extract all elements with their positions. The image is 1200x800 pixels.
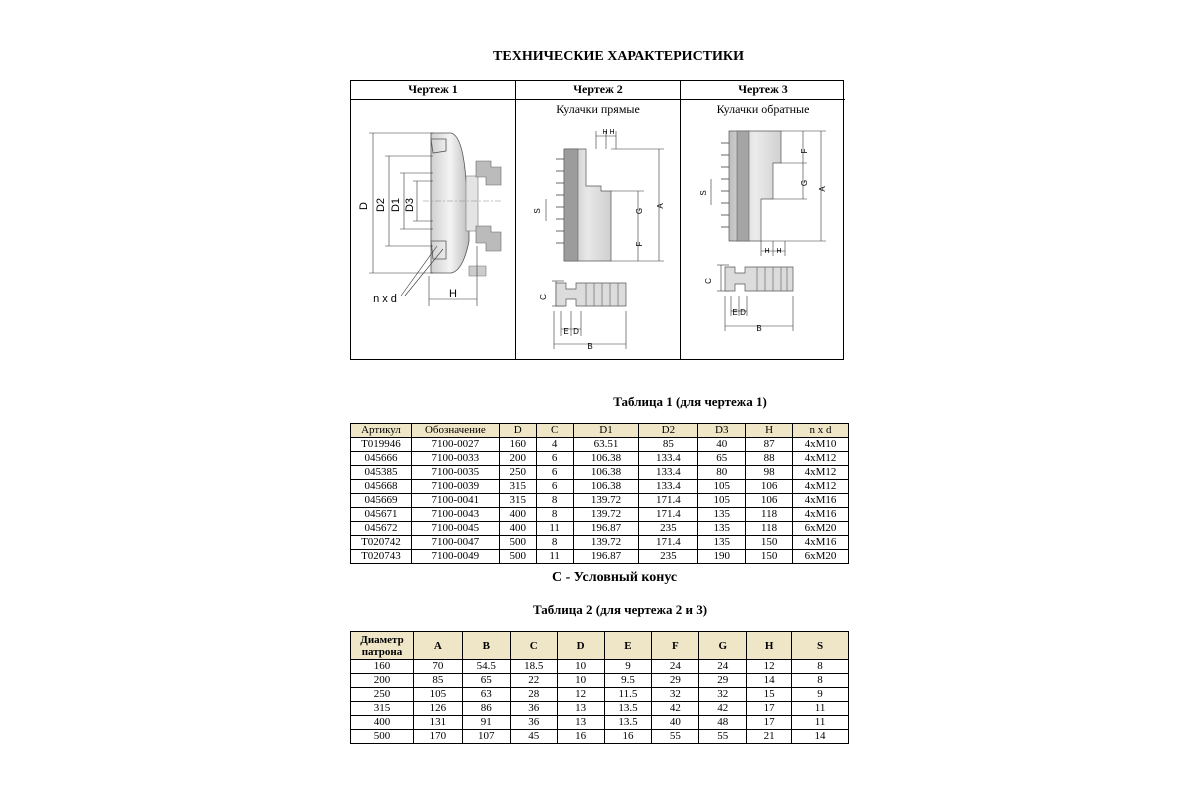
drawing-3-label-H2: H (776, 248, 782, 255)
table2-header-cell: Диаметр патрона (351, 632, 414, 660)
table-cell: 14 (792, 730, 849, 744)
table-cell: 36 (510, 716, 557, 730)
table2-header-cell: D (557, 632, 604, 660)
drawing-1-header: Чертеж 1 (351, 81, 515, 100)
table1-header-cell: C (536, 424, 573, 438)
table-cell: 4xM16 (793, 536, 849, 550)
table-cell: 24 (652, 660, 699, 674)
table-cell: 55 (652, 730, 699, 744)
table-cell: T020743 (351, 550, 412, 564)
drawing-2-label-C: C (539, 294, 548, 300)
table-cell: 63.51 (573, 438, 639, 452)
drawing-2-label-B: B (587, 342, 593, 351)
table-cell: 4xM16 (793, 494, 849, 508)
table-row (351, 702, 849, 716)
table-cell: 13 (557, 702, 604, 716)
table1-header-cell: Обозначение (411, 424, 499, 438)
drawing-3-subtitle: Кулачки обратные (716, 102, 810, 116)
table-cell: 133.4 (639, 466, 698, 480)
table-cell: 160 (351, 660, 414, 674)
table-cell: 80 (698, 466, 746, 480)
table-row (351, 536, 849, 550)
table-cell: 133.4 (639, 480, 698, 494)
drawing-2-label-S: S (533, 208, 542, 214)
table-row (351, 494, 849, 508)
table2-header-cell: S (792, 632, 849, 660)
table-cell: 135 (698, 522, 746, 536)
table-cell: 045666 (351, 452, 412, 466)
table-cell: 6xM20 (793, 522, 849, 536)
table-cell: 150 (746, 550, 793, 564)
table-cell: 045669 (351, 494, 412, 508)
table-cell: 139.72 (573, 508, 639, 522)
drawing-1-label-D3: D3 (404, 197, 416, 213)
table-cell: 42 (652, 702, 699, 716)
drawing-3-label-B: B (756, 324, 762, 333)
table-cell: 8 (792, 660, 849, 674)
drawing-3 (681, 81, 845, 359)
table-cell: 11 (536, 522, 573, 536)
table-cell: 4xM16 (793, 508, 849, 522)
table-2 (350, 631, 849, 744)
table-cell: 13.5 (604, 702, 652, 716)
drawing-1 (351, 81, 516, 359)
table-cell: 10 (557, 660, 604, 674)
table2-header-cell: E (604, 632, 652, 660)
table-cell: 70 (413, 660, 462, 674)
table-cell: 17 (747, 702, 792, 716)
drawing-2-subtitle: Кулачки прямые (556, 102, 640, 116)
table-cell: 8 (536, 536, 573, 550)
table-1 (350, 423, 849, 564)
drawing-1-label-D: D (358, 202, 370, 210)
drawing-3-svg (681, 81, 845, 361)
table-cell: 500 (499, 536, 536, 550)
table-cell: 7100-0039 (411, 480, 499, 494)
table-cell: 6xM20 (793, 550, 849, 564)
table-cell: 235 (639, 550, 698, 564)
table-cell: 106 (746, 480, 793, 494)
table2-header-cell: G (699, 632, 747, 660)
table-cell: 500 (499, 550, 536, 564)
table-cell: 87 (746, 438, 793, 452)
drawings-frame (350, 80, 844, 360)
table-cell: 045671 (351, 508, 412, 522)
table-cell: 105 (698, 480, 746, 494)
drawing-2-label-H2: H (609, 129, 615, 136)
table-cell: 315 (351, 702, 414, 716)
table-cell: 6 (536, 452, 573, 466)
drawing-1-svg (351, 81, 516, 361)
table-cell: 106.38 (573, 452, 639, 466)
drawing-2-header: Чертеж 2 (516, 81, 680, 100)
table-cell: 14 (747, 674, 792, 688)
table-cell: 48 (699, 716, 747, 730)
drawing-3-label-H1: H (764, 248, 770, 255)
drawing-1-label-D1: D1 (390, 197, 402, 213)
table-cell: 29 (699, 674, 747, 688)
table-1-caption: Таблица 1 (для чертежа 1) (613, 394, 767, 409)
table-cell: 105 (413, 688, 462, 702)
drawing-2-label-E: E (563, 327, 569, 336)
table-cell: 107 (462, 730, 510, 744)
table-row (351, 688, 849, 702)
table-cell: 28 (510, 688, 557, 702)
table2-header-cell: C (510, 632, 557, 660)
table-cell: 106.38 (573, 480, 639, 494)
table-cell: 36 (510, 702, 557, 716)
table-cell: 8 (792, 674, 849, 688)
table1-header-cell: D (499, 424, 536, 438)
cone-note: C - Условный конус (552, 570, 678, 585)
table-cell: 85 (639, 438, 698, 452)
table-cell: 315 (499, 480, 536, 494)
table-cell: 85 (413, 674, 462, 688)
table-cell: 400 (499, 508, 536, 522)
table-cell: 196.87 (573, 550, 639, 564)
drawing-1-label-D2: D2 (375, 197, 387, 213)
table2-header-cell: H (747, 632, 792, 660)
table-cell: 16 (557, 730, 604, 744)
table-cell: 315 (499, 494, 536, 508)
table-cell: 7100-0049 (411, 550, 499, 564)
drawing-3-label-E: E (732, 308, 738, 317)
drawing-1-label-H: H (449, 288, 457, 300)
table-cell: 126 (413, 702, 462, 716)
table-cell: 88 (746, 452, 793, 466)
table-row (351, 730, 849, 744)
table-cell: 7100-0045 (411, 522, 499, 536)
table-cell: T019946 (351, 438, 412, 452)
drawing-1-label-nxd: n x d (373, 293, 397, 305)
table-cell: 105 (698, 494, 746, 508)
drawing-2-label-F: F (635, 241, 644, 247)
table-cell: 40 (652, 716, 699, 730)
table-cell: 32 (699, 688, 747, 702)
table2-header-cell: F (652, 632, 699, 660)
table-cell: 196.87 (573, 522, 639, 536)
table-cell: 250 (499, 466, 536, 480)
table-cell: 131 (413, 716, 462, 730)
table2-header-cell: B (462, 632, 510, 660)
table-cell: 29 (652, 674, 699, 688)
table-row (351, 480, 849, 494)
table-cell: 45 (510, 730, 557, 744)
table-cell: 170 (413, 730, 462, 744)
table-cell: 21 (747, 730, 792, 744)
table-cell: 250 (351, 688, 414, 702)
table-cell: 4xM12 (793, 466, 849, 480)
table1-header-cell: Артикул (351, 424, 412, 438)
table-cell: 11 (792, 716, 849, 730)
table-cell: 9 (792, 688, 849, 702)
drawing-3-label-A: A (818, 186, 827, 192)
table2-header-cell: A (413, 632, 462, 660)
table-cell: 4 (536, 438, 573, 452)
drawing-2-label-D: D (573, 327, 579, 336)
table-cell: 045385 (351, 466, 412, 480)
drawing-3-header: Чертеж 3 (681, 81, 845, 100)
table-cell: 6 (536, 466, 573, 480)
table-cell: 135 (698, 536, 746, 550)
table-cell: 86 (462, 702, 510, 716)
table-cell: 200 (351, 674, 414, 688)
table-cell: 045668 (351, 480, 412, 494)
table-cell: 63 (462, 688, 510, 702)
drawing-2 (516, 81, 681, 359)
table-cell: 139.72 (573, 536, 639, 550)
table-cell: 6 (536, 480, 573, 494)
table-cell: 65 (462, 674, 510, 688)
table-row (351, 522, 849, 536)
table-cell: 12 (557, 688, 604, 702)
table-cell: 200 (499, 452, 536, 466)
table-cell: 133.4 (639, 452, 698, 466)
table-cell: 18.5 (510, 660, 557, 674)
drawing-2-label-G: G (635, 207, 644, 215)
table-cell: 55 (699, 730, 747, 744)
table-cell: 65 (698, 452, 746, 466)
table-cell: 7100-0027 (411, 438, 499, 452)
table1-header-cell: n x d (793, 424, 849, 438)
table-cell: 13 (557, 716, 604, 730)
table-row (351, 550, 849, 564)
table-row (351, 452, 849, 466)
drawing-2-label-H1: H (602, 129, 608, 136)
table-row (351, 466, 849, 480)
drawing-3-label-S: S (699, 190, 708, 196)
table-cell: 160 (499, 438, 536, 452)
table-row (351, 438, 849, 452)
table-cell: 24 (699, 660, 747, 674)
table1-header-cell: H (746, 424, 793, 438)
drawing-3-label-C: C (704, 278, 713, 284)
table-cell: 15 (747, 688, 792, 702)
table-cell: 42 (699, 702, 747, 716)
table-row (351, 660, 849, 674)
table-cell: 118 (746, 508, 793, 522)
drawing-3-label-D: D (740, 308, 746, 317)
table-cell: 150 (746, 536, 793, 550)
table-cell: 11 (536, 550, 573, 564)
table-cell: 11.5 (604, 688, 652, 702)
table-cell: 11 (792, 702, 849, 716)
drawing-2-svg (516, 81, 681, 361)
table-cell: 171.4 (639, 536, 698, 550)
table-cell: 7100-0033 (411, 452, 499, 466)
table-cell: 190 (698, 550, 746, 564)
table-cell: 7100-0041 (411, 494, 499, 508)
table-cell: 400 (499, 522, 536, 536)
drawing-2-label-A: A (656, 203, 665, 209)
drawing-3-label-F: F (800, 148, 809, 154)
table-row (351, 508, 849, 522)
table-cell: 400 (351, 716, 414, 730)
table-row (351, 716, 849, 730)
table-cell: 54.5 (462, 660, 510, 674)
table-cell: 171.4 (639, 494, 698, 508)
table-cell: 4xM10 (793, 438, 849, 452)
table-cell: 500 (351, 730, 414, 744)
table-cell: 4xM12 (793, 480, 849, 494)
table-cell: 98 (746, 466, 793, 480)
table-cell: 7100-0047 (411, 536, 499, 550)
table-cell: 8 (536, 508, 573, 522)
table-cell: 10 (557, 674, 604, 688)
table-cell: 16 (604, 730, 652, 744)
table1-header-cell: D2 (639, 424, 698, 438)
table-cell: 106 (746, 494, 793, 508)
table-cell: 4xM12 (793, 452, 849, 466)
table-cell: 106.38 (573, 466, 639, 480)
table-cell: 9.5 (604, 674, 652, 688)
table-cell: 235 (639, 522, 698, 536)
table-cell: 32 (652, 688, 699, 702)
table-row (351, 674, 849, 688)
table-cell: 13.5 (604, 716, 652, 730)
table-cell: 7100-0043 (411, 508, 499, 522)
table-2-caption: Таблица 2 (для чертежа 2 и 3) (532, 602, 708, 617)
table-cell: 12 (747, 660, 792, 674)
table-cell: 139.72 (573, 494, 639, 508)
table-cell: 8 (536, 494, 573, 508)
page-title: ТЕХНИЧЕСКИЕ ХАРАКТЕРИСТИКИ (493, 49, 744, 64)
table-cell: 17 (747, 716, 792, 730)
table-cell: 045672 (351, 522, 412, 536)
table-cell: 118 (746, 522, 793, 536)
table-cell: 7100-0035 (411, 466, 499, 480)
drawing-3-label-G: G (800, 179, 809, 187)
table-cell: 9 (604, 660, 652, 674)
table-cell: 135 (698, 508, 746, 522)
table1-header-cell: D1 (573, 424, 639, 438)
table-cell: 40 (698, 438, 746, 452)
table-cell: T020742 (351, 536, 412, 550)
table-cell: 22 (510, 674, 557, 688)
table1-header-cell: D3 (698, 424, 746, 438)
table-cell: 91 (462, 716, 510, 730)
table-cell: 171.4 (639, 508, 698, 522)
